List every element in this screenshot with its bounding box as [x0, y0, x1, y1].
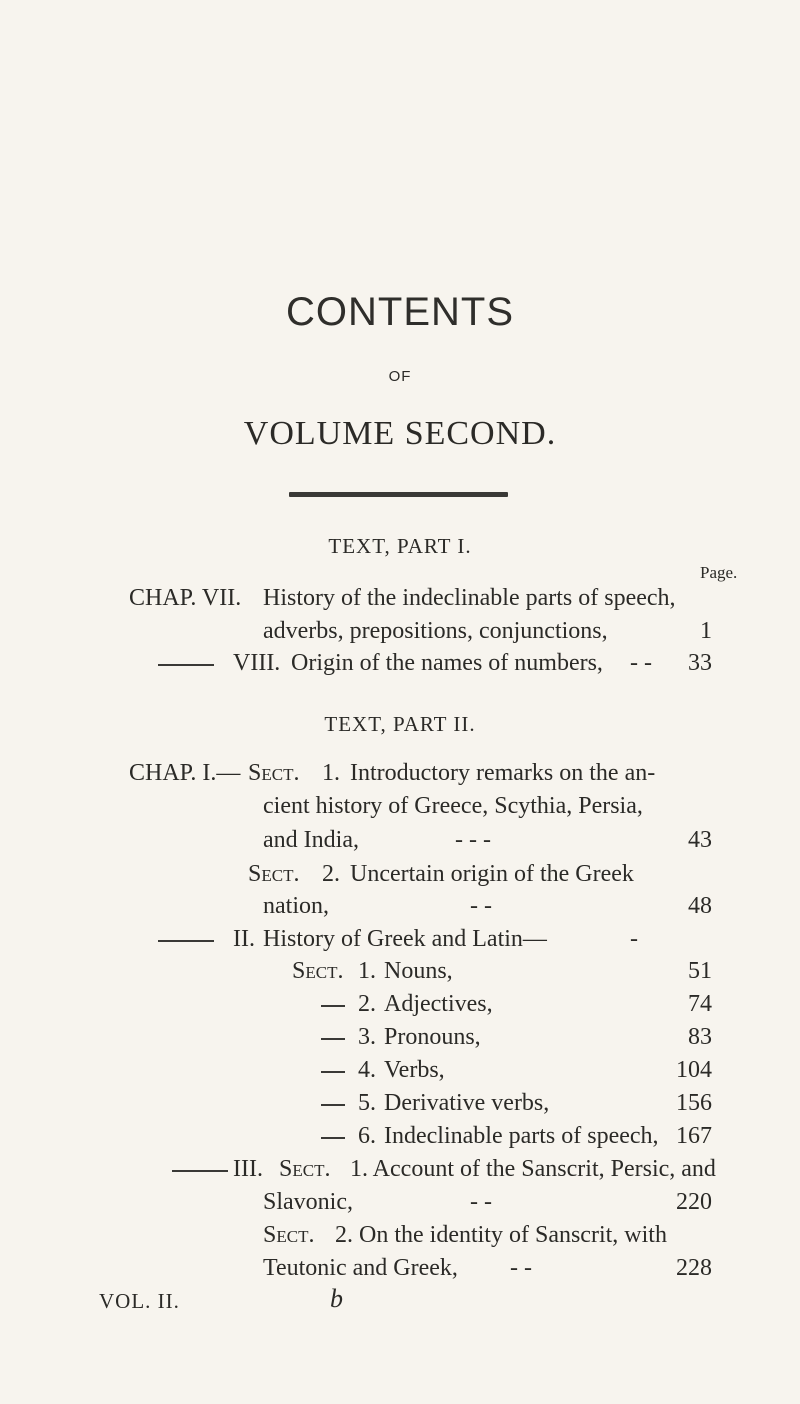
sub-dash	[321, 1137, 345, 1139]
sub2-page: 74	[688, 991, 712, 1017]
c3s1-page: 220	[676, 1189, 712, 1215]
s2-sect-label: Sect.	[248, 861, 300, 887]
sub-dash	[321, 1005, 345, 1007]
chap7-page: 1	[700, 618, 712, 644]
s2-line2: nation,	[263, 893, 329, 919]
sub3-page: 83	[688, 1024, 712, 1050]
chap8-page: 33	[688, 650, 712, 676]
sub4-number: 4.	[358, 1057, 376, 1083]
s1-dots: - - -	[455, 827, 491, 853]
contents-title: CONTENTS	[286, 290, 514, 334]
sub1-page: 51	[688, 958, 712, 984]
sub6-page: 167	[676, 1123, 712, 1149]
of-label: OF	[388, 368, 412, 385]
chap2-title: History of Greek and Latin—	[263, 926, 547, 952]
c3s2-sect-label: Sect.	[263, 1222, 315, 1248]
c3s2-line1: 2. On the identity of Sanscrit, with	[335, 1222, 667, 1248]
volume-footer: VOL. II.	[99, 1289, 180, 1313]
chap7-title-line1: History of the indeclinable parts of speech,	[263, 585, 676, 611]
part1-heading: TEXT, PART I.	[328, 534, 472, 558]
chap2-dots: -	[630, 926, 638, 952]
sub2-title: Adjectives,	[384, 991, 493, 1017]
part2-heading: TEXT, PART II.	[324, 712, 476, 736]
chap2-label: II.	[233, 926, 255, 952]
chap-dash	[158, 664, 214, 666]
chap8-title: Origin of the names of numbers,	[291, 650, 603, 676]
sub-dash	[321, 1071, 345, 1073]
chap8-dots: - -	[630, 650, 652, 676]
s1-line2: cient history of Greece, Scythia, Persia,	[263, 793, 643, 819]
sub3-number: 3.	[358, 1024, 376, 1050]
c3s1-dots: - -	[470, 1189, 492, 1215]
chap-dash	[172, 1170, 228, 1172]
sub6-title: Indeclinable parts of speech,	[384, 1123, 659, 1149]
c3s1-sect-label: Sect.	[279, 1156, 331, 1182]
chap3-label: III.	[233, 1156, 263, 1182]
s1-line3: and India,	[263, 827, 359, 853]
sub-dash	[321, 1038, 345, 1040]
sub1-title: Nouns,	[384, 958, 453, 984]
sub4-page: 104	[676, 1057, 712, 1083]
sub-dash	[321, 1104, 345, 1106]
s1-sect-label: Sect.	[248, 760, 300, 786]
sub6-number: 6.	[358, 1123, 376, 1149]
s2-page: 48	[688, 893, 712, 919]
volume-title: VOLUME SECOND.	[243, 415, 557, 452]
chap7-label: CHAP. VII.	[129, 585, 242, 611]
chap-dash	[158, 940, 214, 942]
divider-rule	[289, 492, 508, 497]
sub4-title: Verbs,	[384, 1057, 445, 1083]
sub5-number: 5.	[358, 1090, 376, 1116]
c3s2-page: 228	[676, 1255, 712, 1281]
c3s1-line1: 1. Account of the Sanscrit, Persic, and	[350, 1156, 716, 1182]
chap1-label: CHAP. I.—	[129, 760, 241, 786]
s1-line1: Introductory remarks on the an-	[350, 760, 656, 786]
s1-page: 43	[688, 827, 712, 853]
s2-number: 2.	[322, 861, 340, 887]
c3s2-line2: Teutonic and Greek,	[263, 1255, 458, 1281]
c3s2-dots: - -	[510, 1255, 532, 1281]
page-column-label: Page.	[700, 563, 738, 582]
s2-dots: - -	[470, 893, 492, 919]
s1-number: 1.	[322, 760, 340, 786]
c3s1-line2: Slavonic,	[263, 1189, 353, 1215]
chap7-title-line2: adverbs, prepositions, conjunctions,	[263, 618, 608, 644]
sub5-page: 156	[676, 1090, 712, 1116]
chap8-label: VIII.	[233, 650, 281, 676]
s2-line1: Uncertain origin of the Greek	[350, 861, 634, 887]
sub3-title: Pronouns,	[384, 1024, 481, 1050]
sub1-number: 1.	[358, 958, 376, 984]
subs-sect-label: Sect.	[292, 958, 344, 984]
signature-mark: b	[330, 1284, 343, 1313]
sub2-number: 2.	[358, 991, 376, 1017]
sub5-title: Derivative verbs,	[384, 1090, 550, 1116]
